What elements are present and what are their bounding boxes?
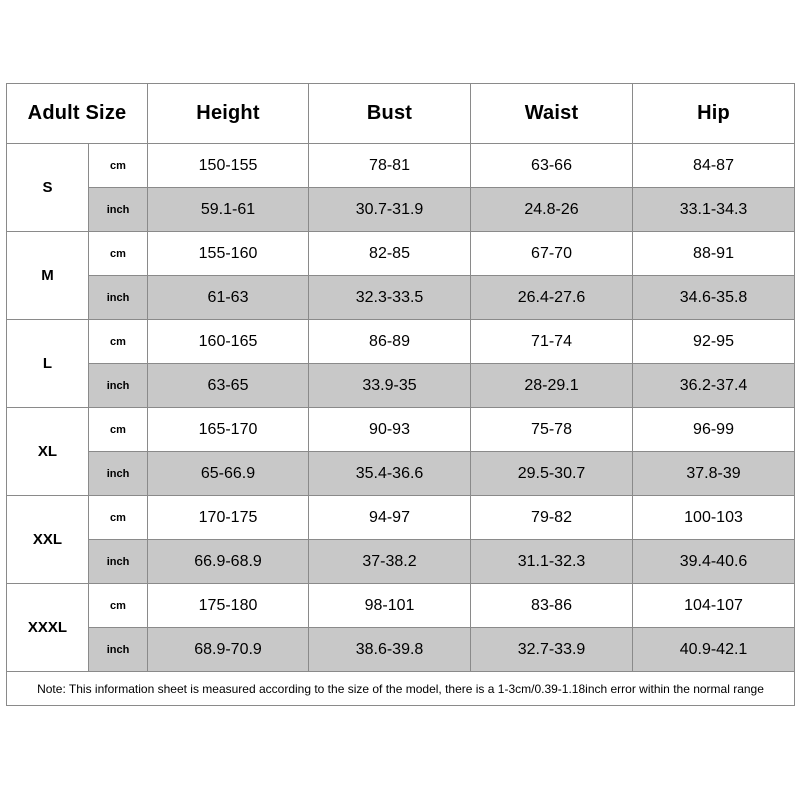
size-s-cm-row xyxy=(7,144,795,188)
header-row xyxy=(7,84,795,144)
unit-label: cm xyxy=(89,232,148,276)
waist-cell: 75-78 xyxy=(471,408,633,452)
hip-cell: 84-87 xyxy=(633,144,795,188)
hip-cell: 104-107 xyxy=(633,584,795,628)
bust-cell: 90-93 xyxy=(309,408,471,452)
measurement-note: Note: This information sheet is measured according to the size of the model, there is a 1-3cm/0.39-1.18inch error within the normal range xyxy=(7,672,795,706)
height-cell: 66.9-68.9 xyxy=(148,540,309,584)
bust-cell: 94-97 xyxy=(309,496,471,540)
bust-cell: 86-89 xyxy=(309,320,471,364)
waist-cell: 63-66 xyxy=(471,144,633,188)
size-table-body xyxy=(7,144,795,706)
hip-cell: 88-91 xyxy=(633,232,795,276)
size-m-inch-row xyxy=(7,276,795,320)
header-adult-size: Adult Size xyxy=(7,84,148,144)
size-table xyxy=(6,83,795,706)
height-cell: 165-170 xyxy=(148,408,309,452)
bust-cell: 38.6-39.8 xyxy=(309,628,471,672)
waist-cell: 71-74 xyxy=(471,320,633,364)
header-waist: Waist xyxy=(471,84,633,144)
waist-cell: 31.1-32.3 xyxy=(471,540,633,584)
bust-cell: 35.4-36.6 xyxy=(309,452,471,496)
unit-label: cm xyxy=(89,408,148,452)
unit-label: cm xyxy=(89,584,148,628)
bust-cell: 33.9-35 xyxy=(309,364,471,408)
size-xxl-inch-row xyxy=(7,540,795,584)
size-label: M xyxy=(7,232,89,320)
height-cell: 65-66.9 xyxy=(148,452,309,496)
hip-cell: 34.6-35.8 xyxy=(633,276,795,320)
hip-cell: 96-99 xyxy=(633,408,795,452)
height-cell: 160-165 xyxy=(148,320,309,364)
unit-label: cm xyxy=(89,496,148,540)
size-label: XL xyxy=(7,408,89,496)
hip-cell: 33.1-34.3 xyxy=(633,188,795,232)
height-cell: 155-160 xyxy=(148,232,309,276)
bust-cell: 37-38.2 xyxy=(309,540,471,584)
height-cell: 175-180 xyxy=(148,584,309,628)
unit-label: inch xyxy=(89,540,148,584)
bust-cell: 78-81 xyxy=(309,144,471,188)
hip-cell: 92-95 xyxy=(633,320,795,364)
hip-cell: 37.8-39 xyxy=(633,452,795,496)
height-cell: 68.9-70.9 xyxy=(148,628,309,672)
bust-cell: 32.3-33.5 xyxy=(309,276,471,320)
height-cell: 59.1-61 xyxy=(148,188,309,232)
bust-cell: 30.7-31.9 xyxy=(309,188,471,232)
size-xl-cm-row xyxy=(7,408,795,452)
waist-cell: 28-29.1 xyxy=(471,364,633,408)
header-height: Height xyxy=(148,84,309,144)
height-cell: 63-65 xyxy=(148,364,309,408)
size-l-inch-row xyxy=(7,364,795,408)
bust-cell: 82-85 xyxy=(309,232,471,276)
unit-label: cm xyxy=(89,320,148,364)
waist-cell: 79-82 xyxy=(471,496,633,540)
height-cell: 61-63 xyxy=(148,276,309,320)
hip-cell: 100-103 xyxy=(633,496,795,540)
size-xxxl-cm-row xyxy=(7,584,795,628)
size-xl-inch-row xyxy=(7,452,795,496)
unit-label: inch xyxy=(89,364,148,408)
unit-label: inch xyxy=(89,628,148,672)
size-xxl-cm-row xyxy=(7,496,795,540)
size-xxxl-inch-row xyxy=(7,628,795,672)
size-label: L xyxy=(7,320,89,408)
waist-cell: 24.8-26 xyxy=(471,188,633,232)
size-s-inch-row xyxy=(7,188,795,232)
size-chart xyxy=(6,83,794,706)
waist-cell: 32.7-33.9 xyxy=(471,628,633,672)
hip-cell: 40.9-42.1 xyxy=(633,628,795,672)
note-row xyxy=(7,672,795,706)
unit-label: inch xyxy=(89,452,148,496)
waist-cell: 26.4-27.6 xyxy=(471,276,633,320)
hip-cell: 39.4-40.6 xyxy=(633,540,795,584)
waist-cell: 29.5-30.7 xyxy=(471,452,633,496)
height-cell: 170-175 xyxy=(148,496,309,540)
size-l-cm-row xyxy=(7,320,795,364)
header-hip: Hip xyxy=(633,84,795,144)
bust-cell: 98-101 xyxy=(309,584,471,628)
size-label: XXXL xyxy=(7,584,89,672)
unit-label: inch xyxy=(89,276,148,320)
header-bust: Bust xyxy=(309,84,471,144)
size-m-cm-row xyxy=(7,232,795,276)
unit-label: inch xyxy=(89,188,148,232)
size-label: S xyxy=(7,144,89,232)
size-label: XXL xyxy=(7,496,89,584)
hip-cell: 36.2-37.4 xyxy=(633,364,795,408)
waist-cell: 67-70 xyxy=(471,232,633,276)
unit-label: cm xyxy=(89,144,148,188)
height-cell: 150-155 xyxy=(148,144,309,188)
waist-cell: 83-86 xyxy=(471,584,633,628)
